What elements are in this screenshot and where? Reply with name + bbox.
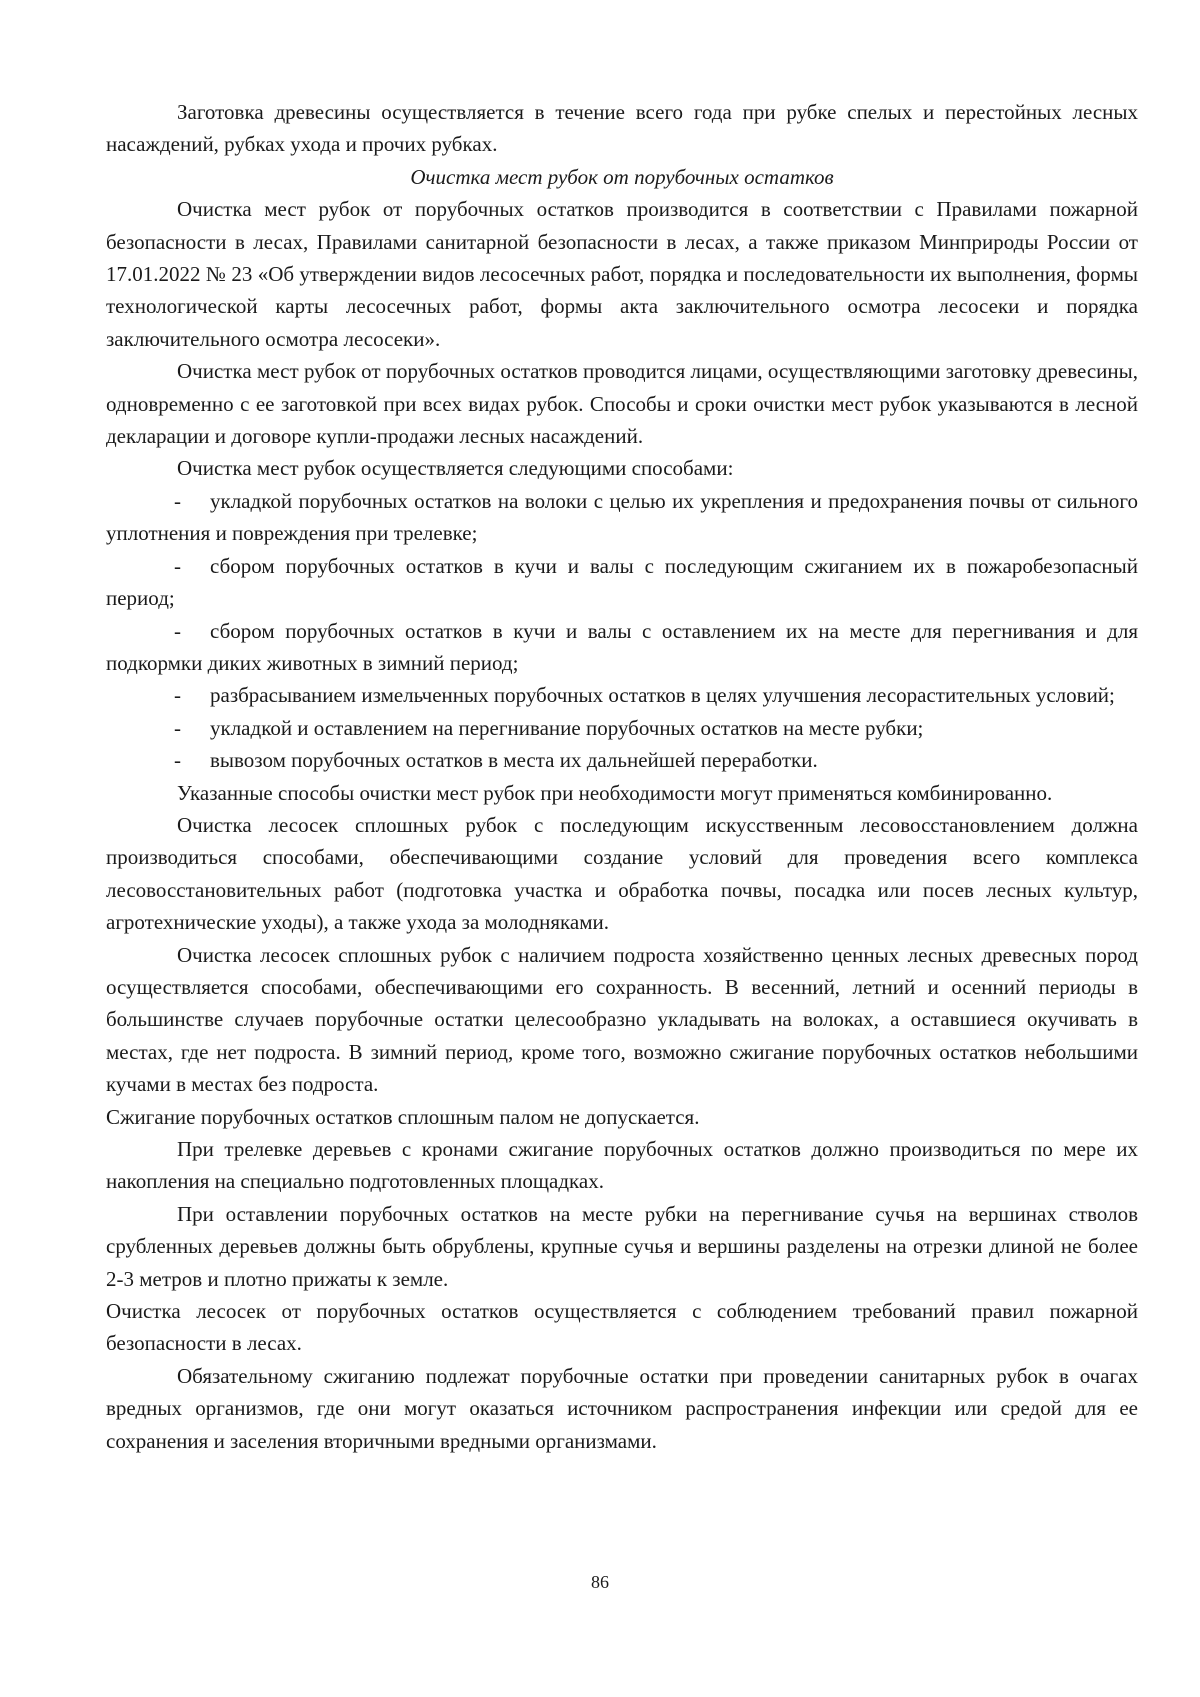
list-item-text: разбрасыванием измельченных порубочных остатков в целях улучшения лесорастительных условий; <box>210 683 1115 708</box>
list-item <box>106 550 1138 615</box>
paragraph: Сжигание порубочных остатков сплошным палом не допускается. <box>106 1104 700 1129</box>
paragraph: Очистка мест рубок осуществляется следующими способами: <box>177 456 734 481</box>
list-item-text: укладкой и оставлением на перегнивание порубочных остатков на месте рубки; <box>210 715 924 740</box>
paragraph: Заготовка древесины осуществляется в течение всего года при рубке спелых и перестойных лесных насаждений, рубках ухода и прочих рубках. <box>106 100 1138 157</box>
list-item-text: сбором порубочных остатков в кучи и валы с последующим сжиганием их в пожаробезопасный период; <box>106 553 1138 611</box>
list-item <box>106 615 1138 680</box>
paragraph: При трелевке деревьев с кронами сжигание порубочных остатков должно производиться по мере их накопления на специально подготовленных площадках. <box>106 1137 1138 1194</box>
bullet-marker: - <box>174 748 181 773</box>
paragraph: Очистка мест рубок от порубочных остатков производится в соответствии с Правилами пожарной безопасности в лесах, Правилами санитарной безопасности в лесах, а также приказом Минприроды России от 17.01.2022 № 23 «Об утверждении видов лесосечных работ, порядка и последовательности их выполнения, формы технологической карты лесосечных работ, формы акта заключительного осмотра лесосеки и порядка заключительного осмотра лесосеки». <box>106 197 1138 351</box>
document-page <box>106 96 1138 1457</box>
list-item <box>106 679 1138 711</box>
paragraph: Очистка лесосек сплошных рубок с наличием подроста хозяйственно ценных лесных древесных пород осуществляется способами, обеспечивающими его сохранность. В весенний, летний и осенний периоды в большинстве случаев порубочные остатки целесообразно укладывать на волоках, а оставшиеся окучивать в местах, где нет подроста. В зимний период, кроме того, возможно сжигание порубочных остатков небольшими кучами в местах без подроста. <box>106 942 1138 1097</box>
bullet-marker: - <box>174 553 181 578</box>
list-item-text: вывозом порубочных остатков в места их дальнейшей переработки. <box>210 748 818 773</box>
paragraph: Очистка лесосек сплошных рубок с последующим искусственным лесовосстановлением должна производиться способами, обеспечивающими создание условий для проведения всего комплекса лесовосстановительных работ (подготовка участка и обработка почвы, посадка или посев лесных культур, агротехнические уходы), а также ухода за молодняками. <box>106 812 1138 935</box>
list-item-text: сбором порубочных остатков в кучи и валы с оставлением их на месте для перегнивания и для подкормки диких животных в зимний период; <box>106 618 1138 675</box>
paragraph: Обязательному сжиганию подлежат порубочные остатки при проведении санитарных рубок в очагах вредных организмов, где они могут оказаться источником распространения инфекции или средой для ее сохранения и заселения вторичными вредными организмами. <box>106 1363 1138 1453</box>
list-item <box>106 485 1138 550</box>
bullet-marker: - <box>174 618 181 643</box>
section-heading: Очистка мест рубок от порубочных остатков <box>410 164 834 189</box>
list-item <box>106 744 1138 776</box>
paragraph: Очистка лесосек от порубочных остатков осуществляется с соблюдением требований правил пожарной безопасности в лесах. <box>106 1299 1138 1356</box>
bullet-marker: - <box>174 683 181 708</box>
page-number: 86 <box>591 1572 609 1592</box>
paragraph: При оставлении порубочных остатков на месте рубки на перегнивание сучья на вершинах стволов срубленных деревьев должны быть обрублены, крупные сучья и вершины разделены на отрезки длиной не более 2-3 метров и плотно прижаты к земле. <box>106 1201 1138 1291</box>
methods-list <box>106 485 1138 777</box>
paragraph: Указанные способы очистки мест рубок при необходимости могут применяться комбинированно. <box>177 780 1053 805</box>
paragraph: Очистка мест рубок от порубочных остатков проводится лицами, осуществляющими заготовку древесины, одновременно с ее заготовкой при всех видах рубок. Способы и сроки очистки мест рубок указываются в лесной декларации и договоре купли-продажи лесных насаждений. <box>106 359 1138 449</box>
list-item <box>106 712 1138 744</box>
list-item-text: укладкой порубочных остатков на волоки с целью их укрепления и предохранения почвы от сильного уплотнения и повреждения при трелевке; <box>106 488 1138 546</box>
bullet-marker: - <box>174 715 181 740</box>
bullet-marker: - <box>174 488 181 513</box>
